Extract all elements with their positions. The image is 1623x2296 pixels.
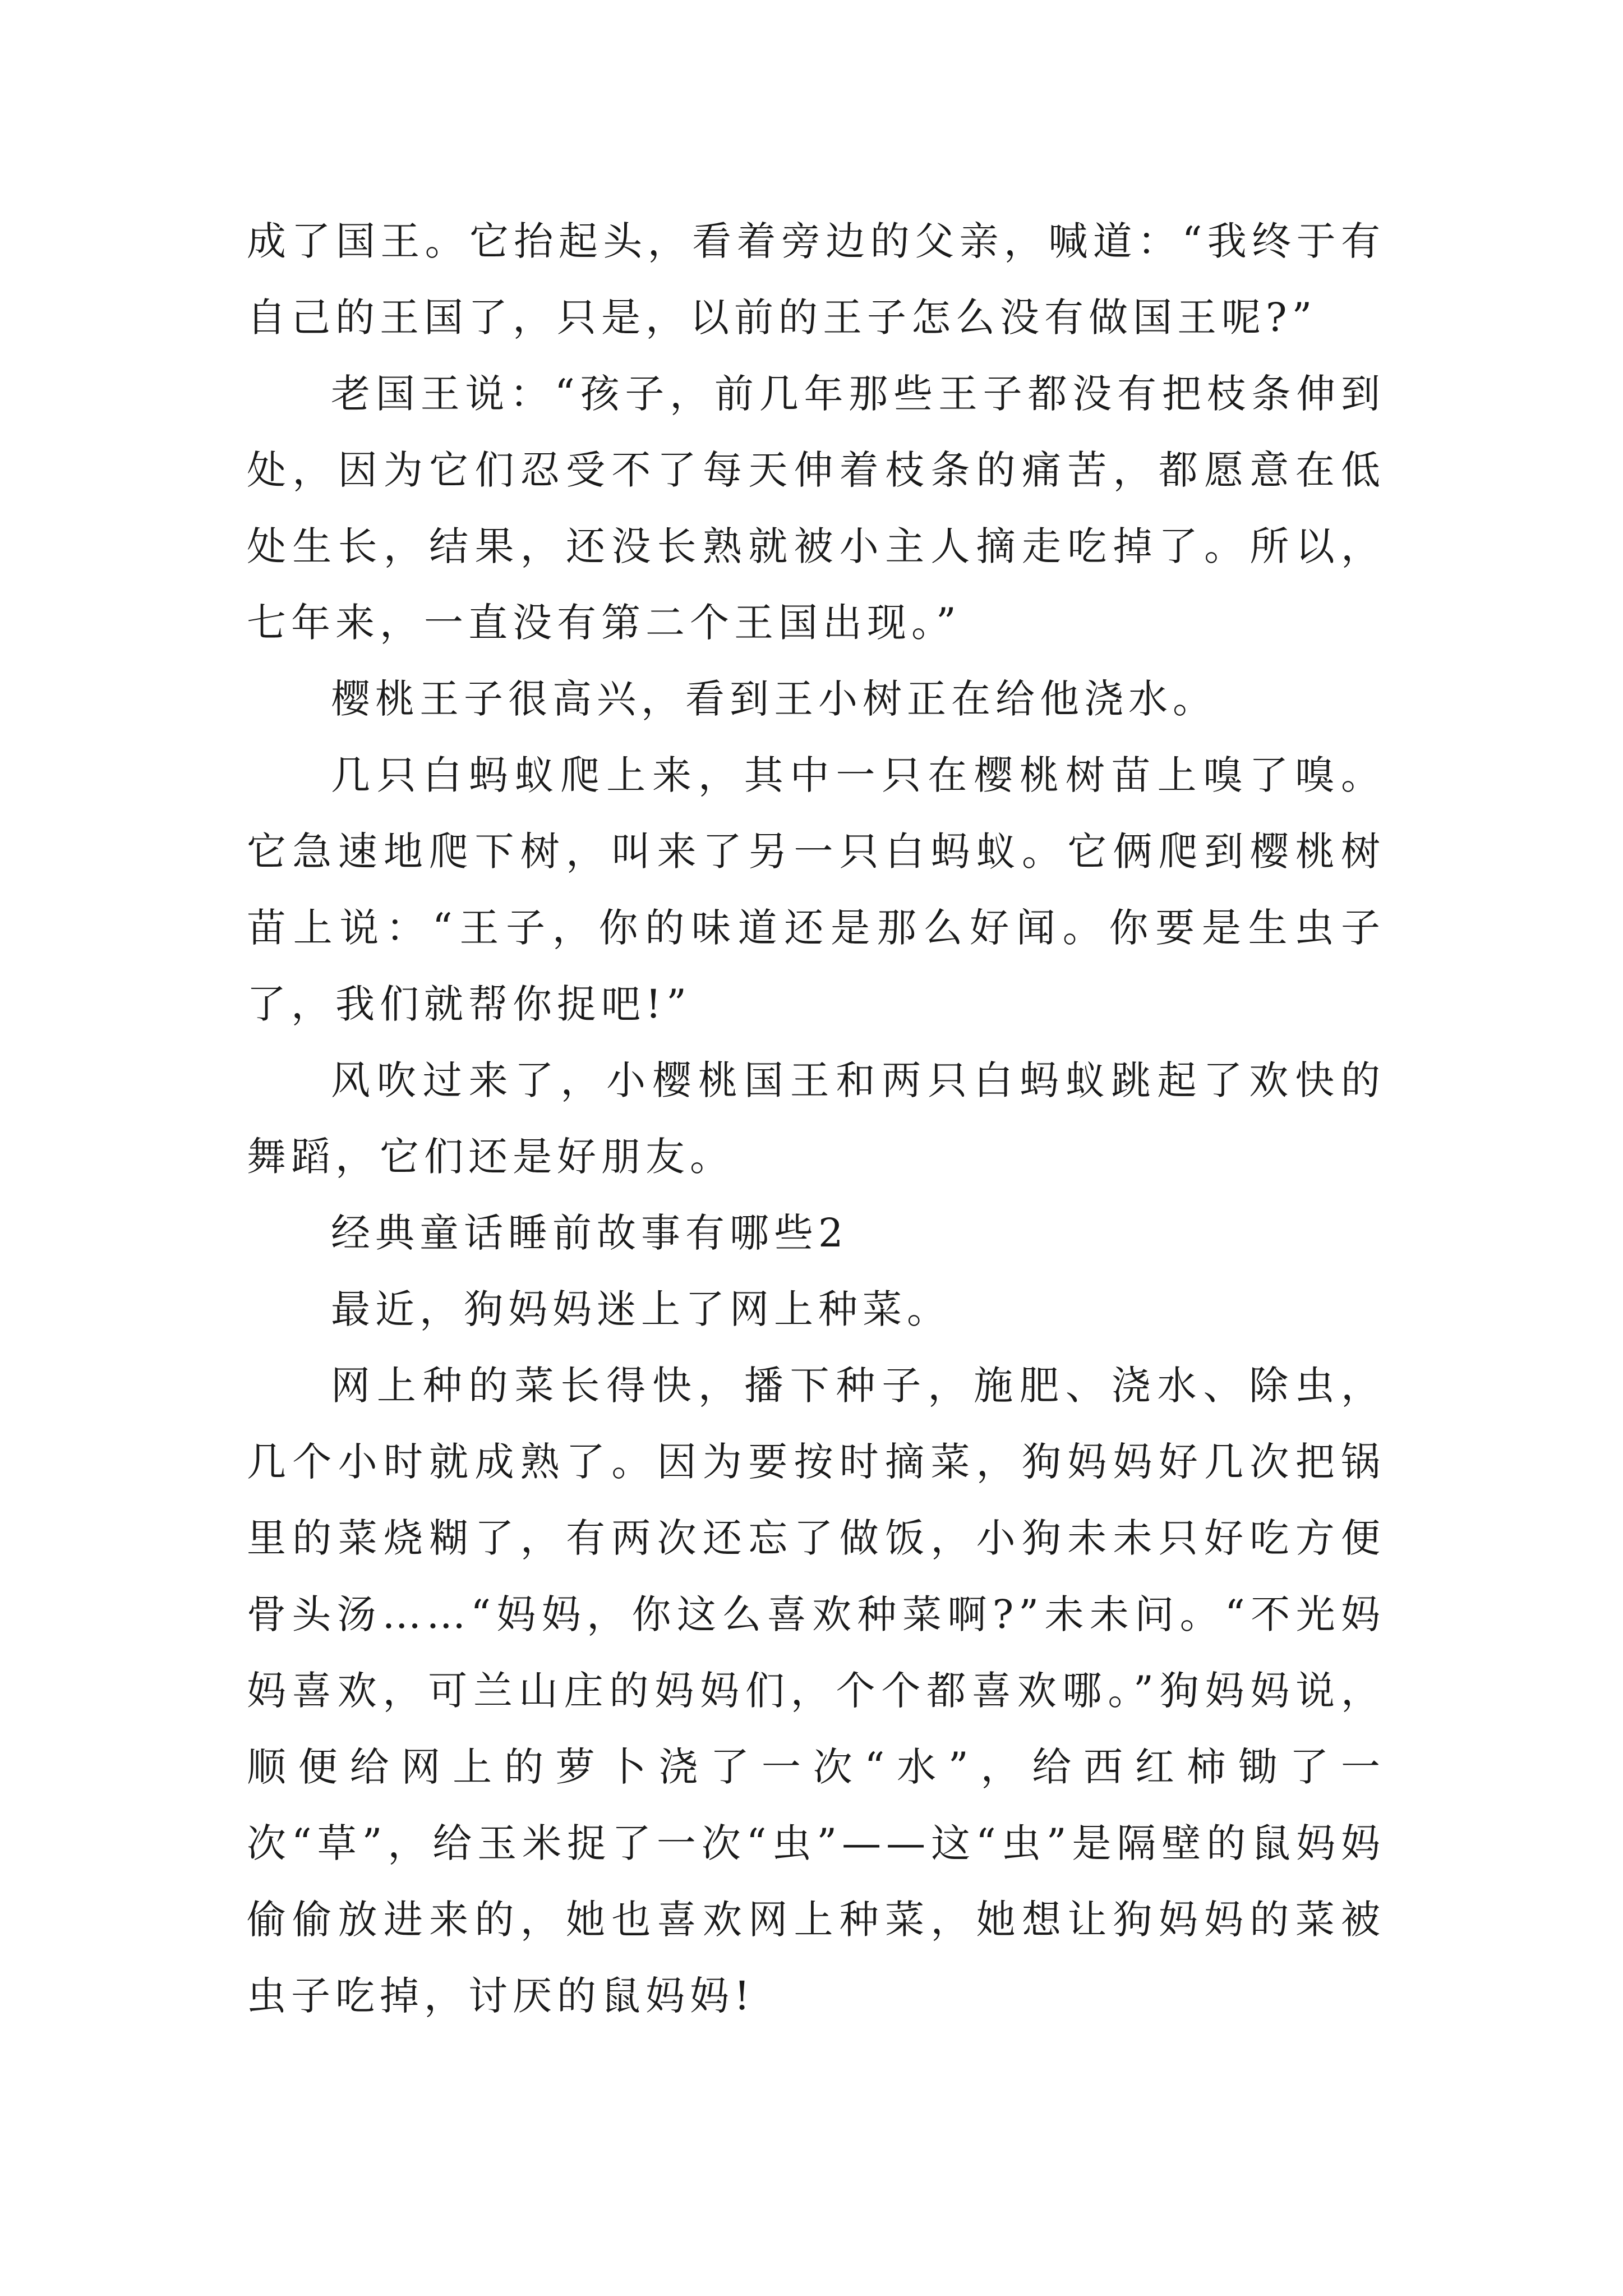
paragraph-3: 樱桃王子很高兴，看到王小树正在给他浇水。 bbox=[331, 676, 1217, 722]
paragraph-4: 几只白蚂蚁爬上来，其中一只在樱桃树苗上嗅了嗅。它急速地爬下树，叫来了另一只白蚂蚁。它俩爬到樱桃树苗上说：“王子，你的味道还是那么好闻。你要是生虫子了，我们就帮你捉吧!” bbox=[247, 752, 1385, 1027]
paragraph-1: 成了国王。它抬起头，看着旁边的父亲，喊道：“我终于有自己的王国了，只是，以前的王子怎么没有做国王呢?” bbox=[247, 218, 1385, 341]
section-heading: 经典童话睡前故事有哪些2 bbox=[331, 1210, 849, 1256]
paragraph-7: 最近，狗妈妈迷上了网上种菜。 bbox=[331, 1286, 951, 1332]
paragraph-2: 老国王说：“孩子，前几年那些王子都没有把枝条伸到处，因为它们忍受不了每天伸着枝条的痛苦，都愿意在低处生长，结果，还没长熟就被小主人摘走吃掉了。所以，七年来，一直没有第二个王国出现。” bbox=[247, 371, 1385, 646]
paragraph-5: 风吹过来了，小樱桃国王和两只白蚂蚁跳起了欢快的舞蹈，它们还是好朋友。 bbox=[247, 1057, 1385, 1180]
story-text bbox=[247, 203, 1385, 2034]
paragraph-8: 网上种的菜长得快，播下种子，施肥、浇水、除虫，几个小时就成熟了。因为要按时摘菜，狗妈妈好几次把锅里的菜烧糊了，有两次还忘了做饭，小狗未未只好吃方便骨头汤……“妈妈，你这么喜欢种菜啊?”未未问。“不光妈妈喜欢，可兰山庄的妈妈们，个个都喜欢哪。”狗妈妈说，顺便给网上的萝卜浇了一次“水”，给西红柿锄了一次“草”，给玉米捉了一次“虫”——这“虫”是隔壁的鼠妈妈偷偷放进来的，她也喜欢网上种菜，她想让狗妈妈的菜被虫子吃掉，讨厌的鼠妈妈! bbox=[247, 1363, 1385, 2019]
